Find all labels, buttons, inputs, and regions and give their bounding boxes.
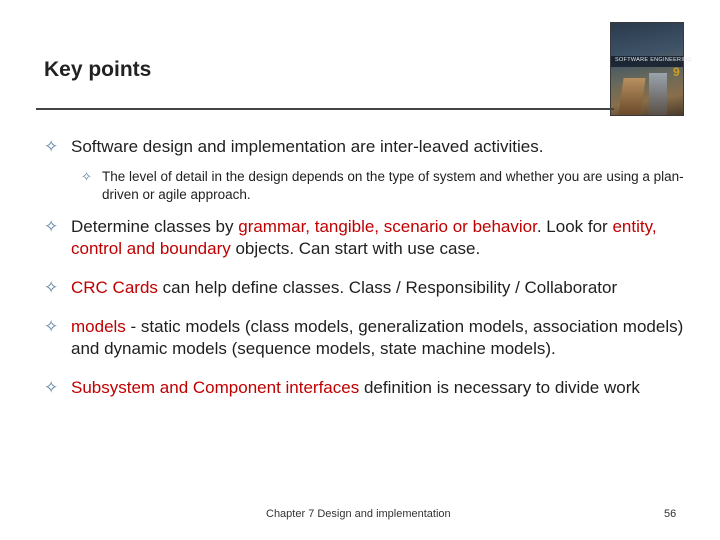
bullet-text bbox=[71, 216, 684, 260]
bullet-diamond-icon: ✧ bbox=[44, 137, 59, 156]
page-number: 56 bbox=[664, 508, 677, 520]
bullet-item bbox=[44, 136, 684, 158]
book-cover-image bbox=[610, 22, 692, 116]
bullet-diamond-icon: ✧ bbox=[44, 317, 59, 336]
cover-building-shape bbox=[618, 78, 645, 115]
bullet-item bbox=[44, 277, 684, 299]
cover-title: SOFTWARE ENGINEERING bbox=[615, 57, 692, 63]
cover-building-shape bbox=[649, 73, 667, 115]
text-segment: can help define classes. Class / Responsibility / Collaborator bbox=[157, 278, 618, 297]
sub-bullet-text: The level of detail in the design depends on the type of system and whether you are using a plan-driven or agile approach. bbox=[102, 169, 684, 202]
text-segment: - static models (class models, generalization models, association models) and dynamic models (sequence models, state machine models). bbox=[71, 317, 684, 358]
bullet-text bbox=[71, 377, 684, 399]
title-divider bbox=[36, 108, 614, 110]
bullet-diamond-icon: ✧ bbox=[44, 278, 59, 297]
bullet-item bbox=[44, 316, 684, 360]
slide-title: Key points bbox=[44, 58, 152, 81]
bullet-diamond-icon: ✧ bbox=[81, 169, 92, 184]
bullet-text bbox=[71, 277, 684, 299]
highlight-text: Subsystem and Component interfaces bbox=[71, 378, 360, 397]
bullet-diamond-icon: ✧ bbox=[44, 217, 59, 236]
bullet-diamond-icon: ✧ bbox=[44, 378, 59, 397]
bullet-text: Software design and implementation are inter-leaved activities. bbox=[71, 137, 544, 156]
bullet-text bbox=[71, 316, 684, 360]
bullet-item bbox=[44, 216, 684, 260]
footer-chapter: Chapter 7 Design and implementation bbox=[266, 508, 451, 520]
text-segment: . Look for bbox=[536, 217, 613, 236]
text-segment: objects. Can start with use case. bbox=[230, 239, 481, 258]
sub-bullet-item bbox=[44, 168, 684, 204]
bullet-list bbox=[44, 136, 684, 399]
cover-edition: 9 bbox=[673, 65, 680, 79]
bullet-item bbox=[44, 377, 684, 399]
highlight-text: CRC Cards bbox=[71, 278, 158, 297]
text-segment: Determine classes by bbox=[71, 217, 239, 236]
highlight-text: grammar, tangible, scenario or behavior bbox=[238, 217, 537, 236]
text-segment: definition is necessary to divide work bbox=[359, 378, 640, 397]
highlight-text: entity, control and boundary bbox=[71, 217, 657, 258]
highlight-text: models bbox=[71, 317, 126, 336]
